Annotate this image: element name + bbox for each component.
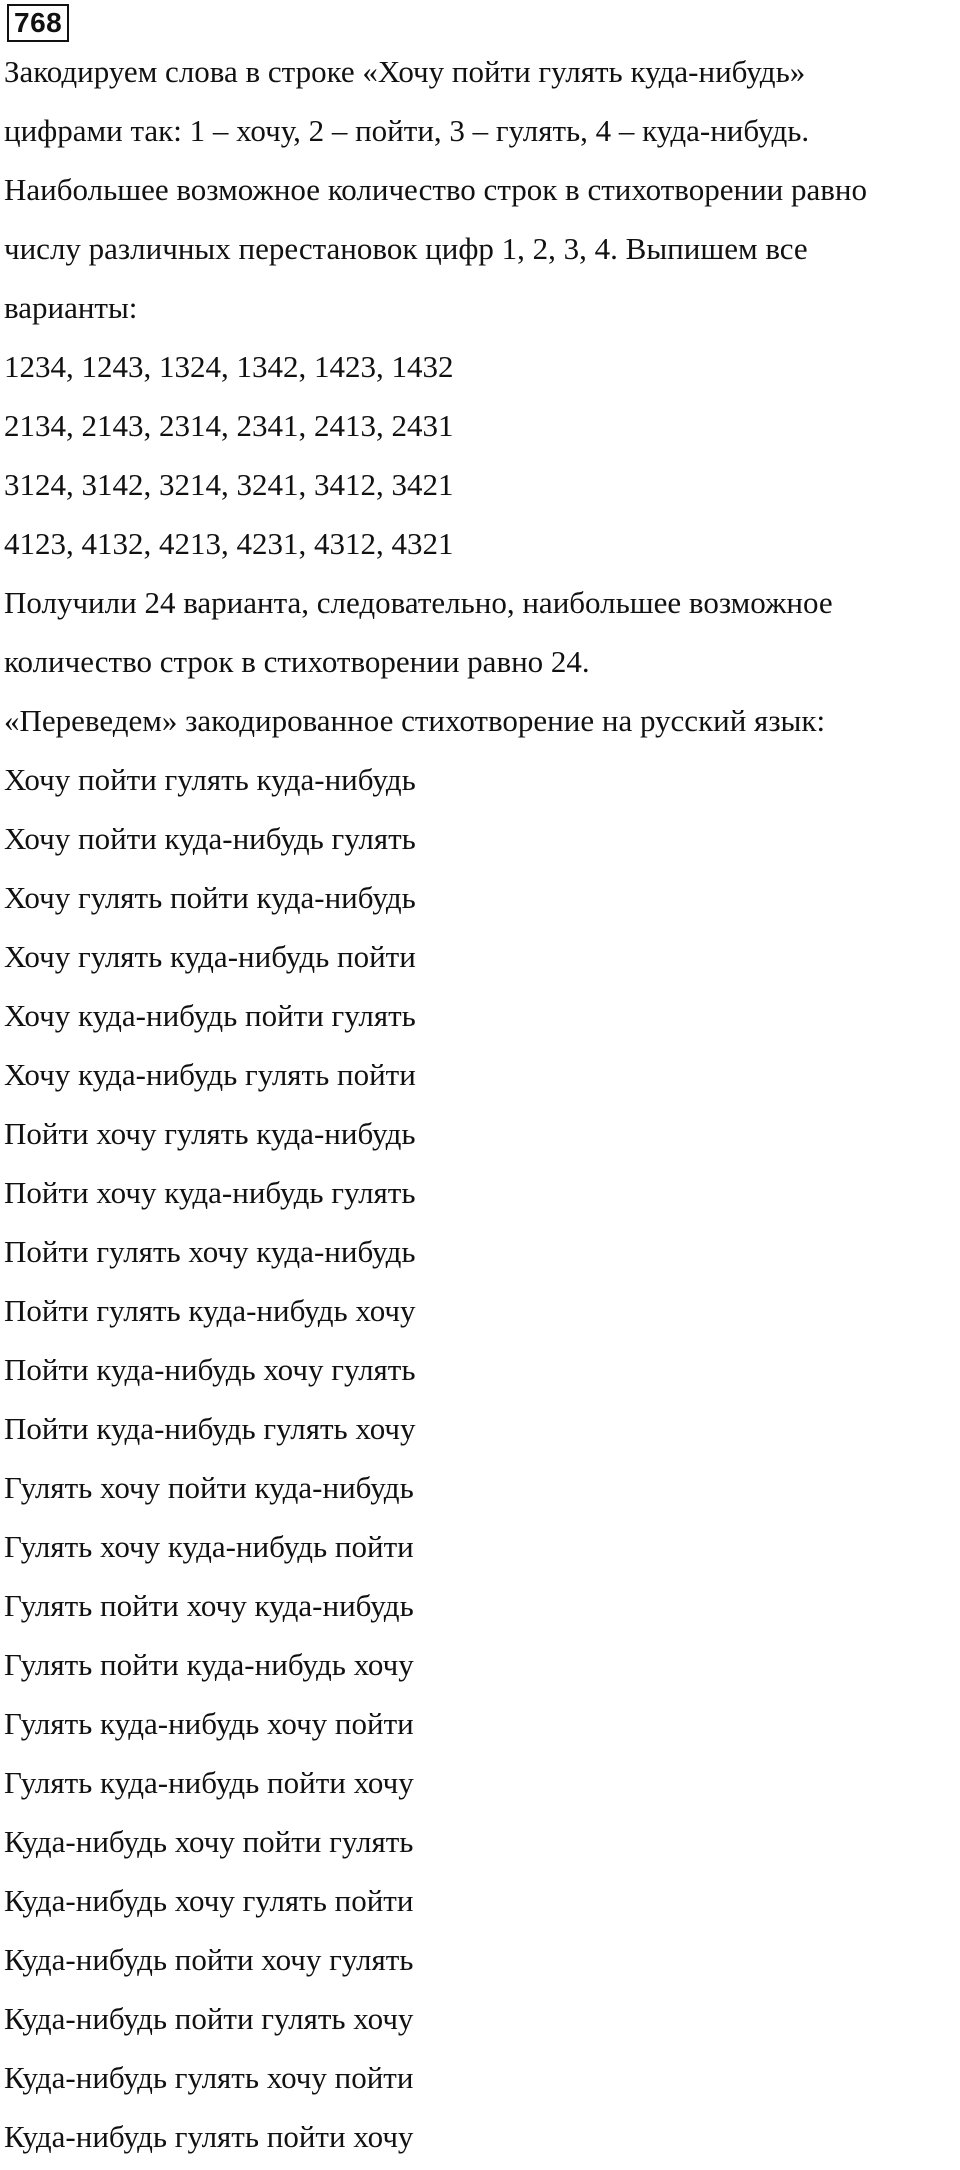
conclusion-paragraph xyxy=(4,573,956,750)
text-line: варианты: xyxy=(4,290,138,325)
poem-line: Хочу куда-нибудь пойти гулять xyxy=(4,998,416,1033)
poem-line: Гулять хочу пойти куда-нибудь xyxy=(4,1470,414,1505)
poem-line: Куда-нибудь гулять хочу пойти xyxy=(4,2060,414,2095)
poem-line: Хочу гулять пойти куда-нибудь xyxy=(4,880,416,915)
permutation-line: 2134, 2143, 2314, 2341, 2413, 2431 xyxy=(4,408,454,443)
poem-line: Куда-нибудь хочу гулять пойти xyxy=(4,1883,414,1918)
document-page xyxy=(4,0,956,2166)
permutation-line: 4123, 4132, 4213, 4231, 4312, 4321 xyxy=(4,526,454,561)
poem-line: Гулять куда-нибудь пойти хочу xyxy=(4,1765,414,1800)
poem-line: Пойти гулять куда-нибудь хочу xyxy=(4,1293,416,1328)
poem-line: Хочу пойти куда-нибудь гулять xyxy=(4,821,416,856)
poem-line: Куда-нибудь гулять пойти хочу xyxy=(4,2119,414,2154)
poem-lines xyxy=(4,750,956,2166)
poem-line: Куда-нибудь пойти хочу гулять xyxy=(4,1942,414,1977)
permutation-line: 1234, 1243, 1324, 1342, 1423, 1432 xyxy=(4,349,454,384)
poem-line: Хочу пойти гулять куда-нибудь xyxy=(4,762,416,797)
poem-line: Гулять пойти хочу куда-нибудь xyxy=(4,1588,414,1623)
poem-line: Гулять хочу куда-нибудь пойти xyxy=(4,1529,414,1564)
poem-line: Пойти хочу куда-нибудь гулять xyxy=(4,1175,416,1210)
intro-paragraph xyxy=(4,42,956,337)
text-line: Закодируем слова в строке «Хочу пойти гулять куда-нибудь» xyxy=(4,54,806,89)
text-line: Получили 24 варианта, следовательно, наибольшее возможное xyxy=(4,585,833,620)
permutation-line: 3124, 3142, 3214, 3241, 3412, 3421 xyxy=(4,467,454,502)
poem-line: Куда-нибудь пойти гулять хочу xyxy=(4,2001,414,2036)
poem-line: Пойти куда-нибудь гулять хочу xyxy=(4,1411,416,1446)
text-line: количество строк в стихотворении равно 24. xyxy=(4,644,590,679)
text-line: «Переведем» закодированное стихотворение на русский язык: xyxy=(4,703,826,738)
text-line: Наибольшее возможное количество строк в стихотворении равно xyxy=(4,172,867,207)
text-line: числу различных перестановок цифр 1, 2, 3, 4. Выпишем все xyxy=(4,231,808,266)
poem-line: Пойти гулять хочу куда-нибудь xyxy=(4,1234,416,1269)
poem-line: Хочу куда-нибудь гулять пойти xyxy=(4,1057,416,1092)
poem-line: Куда-нибудь хочу пойти гулять xyxy=(4,1824,414,1859)
poem-line: Гулять пойти куда-нибудь хочу xyxy=(4,1647,414,1682)
poem-line: Пойти хочу гулять куда-нибудь xyxy=(4,1116,416,1151)
text-line: цифрами так: 1 – хочу, 2 – пойти, 3 – гулять, 4 – куда-нибудь. xyxy=(4,113,810,148)
poem-line: Гулять куда-нибудь хочу пойти xyxy=(4,1706,414,1741)
task-number-badge: 768 xyxy=(7,4,69,42)
poem-line: Хочу гулять куда-нибудь пойти xyxy=(4,939,416,974)
permutations-list xyxy=(4,337,956,573)
poem-line: Пойти куда-нибудь хочу гулять xyxy=(4,1352,416,1387)
